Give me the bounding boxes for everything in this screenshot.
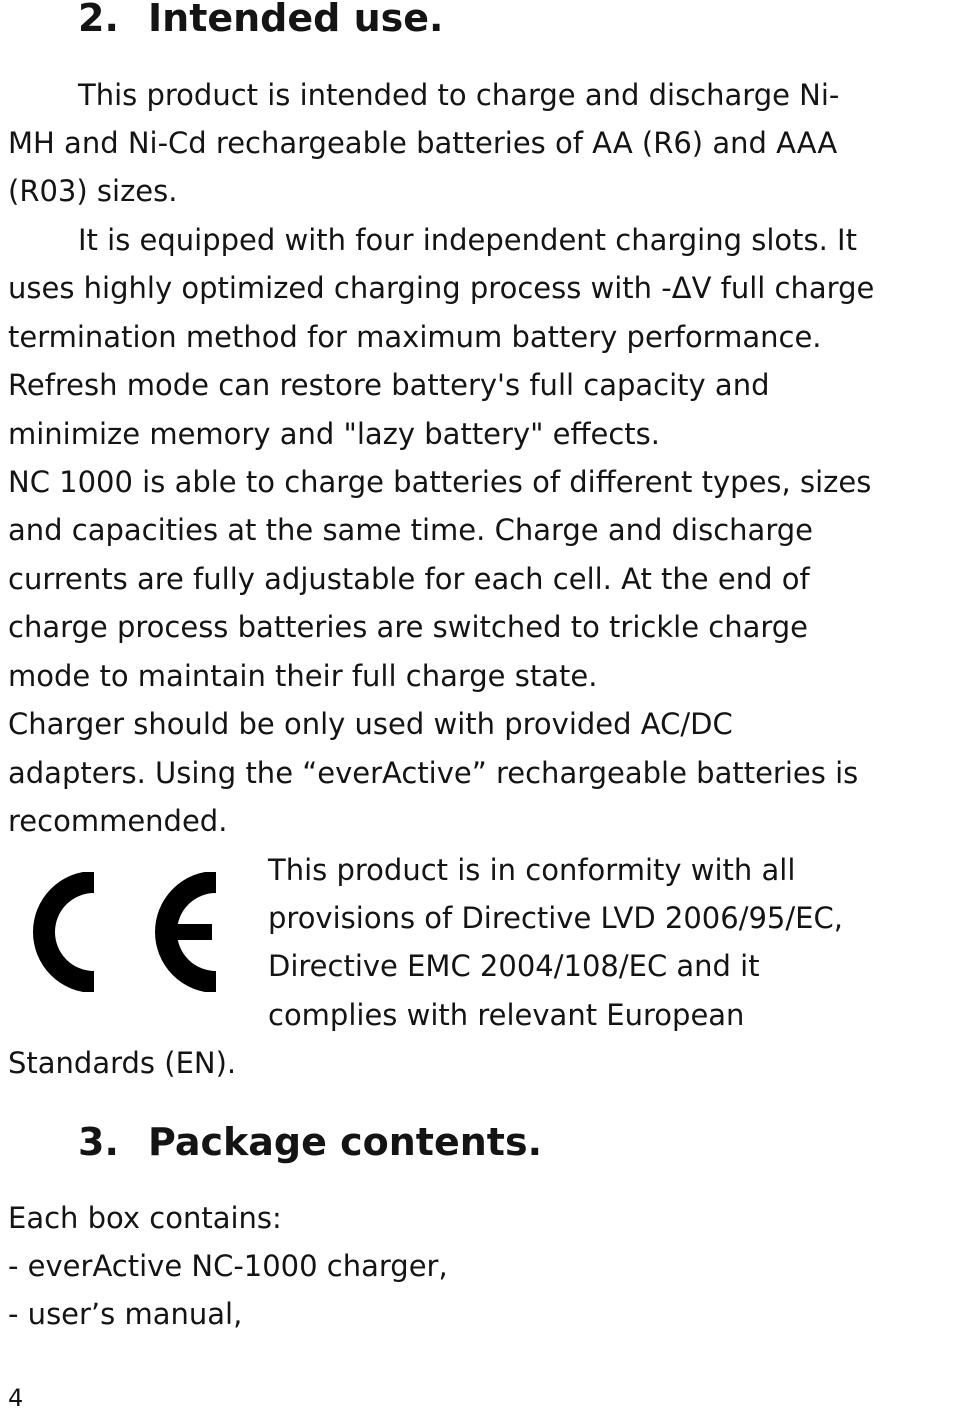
body-line: charge process batteries are switched to trickle charge xyxy=(8,610,809,644)
section-title: Intended use. xyxy=(148,0,444,40)
body-line: termination method for maximum battery performance. xyxy=(8,320,822,354)
body-line: It is equipped with four independent charging slots. It xyxy=(78,223,857,257)
ce-letter-e-bar xyxy=(156,924,212,940)
body-line: currents are fully adjustable for each cell. At the end of xyxy=(8,562,810,596)
section-title: Package contents. xyxy=(148,1120,543,1164)
package-line: - everActive NC-1000 charger, xyxy=(8,1249,448,1283)
section-number: 2. xyxy=(78,0,119,40)
body-line: This product is intended to charge and discharge Ni- xyxy=(78,78,840,112)
ce-mark-logo xyxy=(14,872,226,992)
body-line: mode to maintain their full charge state. xyxy=(8,659,598,693)
section-3-heading xyxy=(78,1120,542,1164)
body-line: MH and Ni-Cd rechargeable batteries of AA (R6) and AAA xyxy=(8,126,838,160)
body-line: NC 1000 is able to charge batteries of different types, sizes xyxy=(8,465,872,499)
conformity-line: Directive EMC 2004/108/EC and it xyxy=(268,949,760,983)
section-2-heading xyxy=(78,0,443,40)
conformity-line: complies with relevant European xyxy=(268,998,745,1032)
body-line: (R03) sizes. xyxy=(8,174,178,208)
conformity-line: provisions of Directive LVD 2006/95/EC, xyxy=(268,901,843,935)
conformity-line: Standards (EN). xyxy=(8,1046,237,1080)
body-line: uses highly optimized charging process with -ΔV full charge xyxy=(8,271,875,305)
body-line: recommended. xyxy=(8,804,228,838)
page-number: 4 xyxy=(8,1384,24,1412)
body-line: and capacities at the same time. Charge and discharge xyxy=(8,513,813,547)
body-line: adapters. Using the “everActive” rechargeable batteries is xyxy=(8,756,859,790)
package-line: - user’s manual, xyxy=(8,1297,243,1331)
body-line: Charger should be only used with provided AC/DC xyxy=(8,707,733,741)
section-number: 3. xyxy=(78,1120,119,1164)
body-line: Refresh mode can restore battery's full capacity and xyxy=(8,368,770,402)
ce-letter-c xyxy=(44,882,94,982)
package-line: Each box contains: xyxy=(8,1201,282,1235)
conformity-line: This product is in conformity with all xyxy=(268,853,796,887)
body-line: minimize memory and "lazy battery" effects. xyxy=(8,417,660,451)
